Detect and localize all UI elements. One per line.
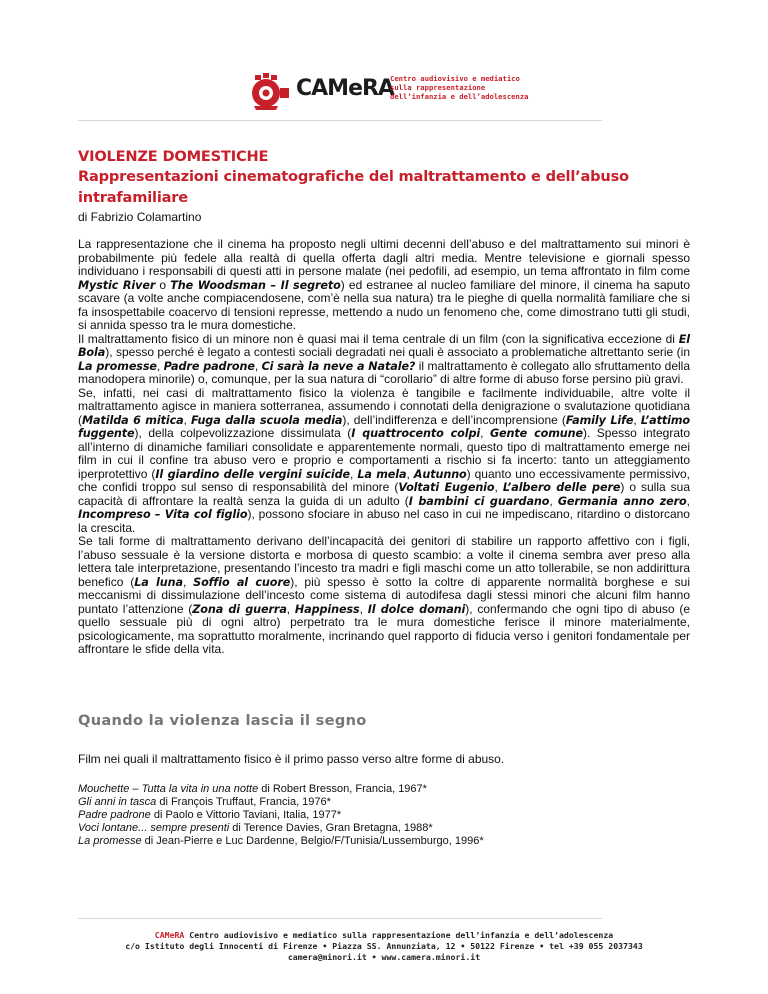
- film-list-item: [78, 835, 484, 848]
- film-title-reference: Incompreso – Vita col figlio: [78, 508, 248, 521]
- paragraph-text: ). Spesso integrato all’interno di dinamiche familiari consolidate e apparentemente normali, questo tipo di maltrattamento emerge nei film in cui il confine tra abuso vero e proprio e comportamenti a rischio si fa incerto: tanto un atteggiamento iperprotettivo (: [78, 426, 691, 481]
- film-title-reference: Zona di guerra: [192, 602, 287, 616]
- camera-logo-icon: [250, 72, 294, 112]
- film-title-reference: El Bola: [78, 332, 690, 359]
- paragraph-text: ,: [183, 412, 191, 427]
- footer-address: c/o Istituto degli Innocenti di Firenze • Piazza SS. Annunziata, 12 • 50122 Firenze • tel +39 055 2037343: [125, 941, 643, 951]
- film-title-reference: Ci sarà la neve a Natale?: [261, 359, 416, 373]
- film-title-reference: Gente comune: [489, 427, 583, 440]
- paragraph-text: il maltrattamento è collegato allo sfruttamento della manodopera minorile) o, comunque, per la sua natura di “corollario” di altre forme di abuso forse persino più gravi.: [78, 358, 690, 386]
- paragraph-text: ), possono sfociare in abuso nel caso in cui ne impediscano, ritardino o distorcano la crescita.: [78, 507, 690, 535]
- film-title-reference: La mela: [357, 467, 407, 481]
- paragraph-text: ,: [406, 466, 414, 481]
- paragraph-text: ), confermando che ogni tipo di abuso (e quello sessuale più di ogni altro) perpetrato tra le mura domestiche ferisce il minore materialmente, psicologicamente, ma soprattutto moralmente, incrinando quel rapporto di fiducia verso i genitori fondamentale per affrontare le sfide della vita.: [78, 601, 690, 656]
- film-title-reference: Fuga dalla scuola media: [190, 413, 343, 427]
- film-title: Padre padrone: [78, 809, 151, 821]
- logo-tagline: Centro audiovisivo e mediatico sulla rappresentazione dell’infanzia e dell’adolescenza: [390, 74, 529, 101]
- film-title-reference: Soffio al cuore: [193, 575, 291, 589]
- paragraph-text: ,: [494, 480, 503, 494]
- paragraph-text: ,: [182, 574, 194, 589]
- film-title-reference: The Woodsman – Il segreto: [170, 278, 341, 292]
- footer-contacts: camera@minori.it • www.camera.minori.it: [287, 952, 481, 962]
- film-details: di Paolo e Vittorio Taviani, Italia, 1977*: [150, 809, 342, 821]
- film-title: Gli anni in tasca: [78, 796, 157, 808]
- paragraph-text: Se tali forme di maltrattamento derivano dell’incapacità dei genitori di stabilire un rapporto affettivo con i figli, l’abuso sessuale è la versione distorta e morbosa di questo scambio: a volte il cinema sembra aver preso alla lettera tale interpretazione, presentando l’incesto tra madri e figli maschi come un atto tollerabile, se non addirittura benefico (: [78, 534, 690, 589]
- film-details: di Robert Bresson, Francia, 1967*: [258, 783, 427, 795]
- film-title-reference: Autunno: [413, 467, 467, 481]
- paragraph-text: ) ed estranee al nucleo familiare del minore, il cinema ha saputo scavare (a volte anche compiacendosene, com’è nella sua natura) tra le pieghe di quella normalità familiare che si fa insospettabile coacervo di tensioni represse, mettendo a nudo un fenomeno che, come dimostrano tutti gli studi, si annida spesso tra le mura domestiche.: [78, 277, 690, 332]
- article-title: VIOLENZE DOMESTICHE: [78, 148, 269, 165]
- film-title-reference: Padre padrone: [163, 359, 255, 373]
- film-title-reference: Voltati Eugenio: [398, 481, 495, 494]
- section-title: Quando la violenza lascia il segno: [78, 712, 367, 729]
- film-title-reference: L’attimo fuggente: [78, 413, 690, 440]
- article-paragraph: [78, 387, 690, 536]
- paragraph-text: ,: [286, 601, 295, 616]
- film-title-reference: I quattrocento colpi: [351, 427, 481, 440]
- paragraph-text: ), dell’indifferenza e dell’incomprensione (: [342, 412, 566, 427]
- paragraph-text: ,: [549, 493, 558, 508]
- film-title-reference: Germania anno zero: [557, 494, 687, 508]
- film-title-reference: Family Life: [565, 413, 634, 427]
- film-title-reference: L’albero delle pere: [502, 481, 621, 494]
- paragraph-text: ,: [359, 601, 368, 616]
- film-list-item: [78, 796, 484, 809]
- film-details: di Terence Davies, Gran Bretagna, 1988*: [229, 822, 433, 834]
- paragraph-text: ) o sulla sua capacità di affrontare la realtà senza la guida di un adulto (: [78, 480, 690, 508]
- film-title-reference: Happiness: [294, 602, 360, 616]
- paragraph-text: ,: [480, 426, 490, 440]
- paragraph-text: ,: [686, 493, 690, 508]
- film-title-reference: La luna: [134, 575, 183, 589]
- paragraph-text: Se, infatti, nei casi di maltrattamento fisico la violenza è tangibile e facilmente individuabile, altre volte il maltrattamento agisce in maniera sotterranea, assumendo i connotati della denigrazione o svalutazione quotidiana (: [78, 385, 690, 427]
- article-paragraph: [78, 535, 690, 657]
- film-title-reference: I bambini ci guardano: [408, 494, 550, 508]
- footer-line-1: CAMeRA Centro audiovisivo e mediatico sulla rappresentazione dell’infanzia e dell’adolescenza: [154, 930, 614, 940]
- logo-wordmark: CAMeRA: [296, 76, 394, 101]
- film-title-reference: La promesse: [78, 359, 157, 373]
- film-title-reference: Il dolce domani: [367, 602, 466, 616]
- paragraph-text: Il maltrattamento fisico di un minore non è quasi mai il tema centrale di un film (con la significativa eccezione di: [78, 331, 679, 346]
- film-title: Mouchette – Tutta la vita in una notte: [78, 783, 259, 795]
- footer-brand: CAMeRA: [154, 930, 185, 940]
- paragraph-text: ,: [350, 466, 358, 481]
- film-details: di Jean-Pierre e Luc Dardenne, Belgio/F/Tunisia/Lussemburgo, 1996*: [141, 835, 484, 847]
- article-body: [78, 238, 690, 657]
- paragraph-text: ,: [633, 412, 641, 427]
- article-paragraph: [78, 238, 690, 333]
- film-list-item: [78, 822, 484, 835]
- film-list-item: [78, 783, 484, 796]
- paragraph-text: ), più spesso è sotto la coltre di apparente normalità borghese e sui meccanismi di dissimulazione dell’incesto come sistema di autodifesa dagli stessi minori che alcuni film hanno puntato l’attenzione (: [78, 574, 691, 616]
- paragraph-text: La rappresentazione che il cinema ha proposto negli ultimi decenni dell’abuso e del maltrattamento sui minori è probabilmente più fedele alla realtà di quella offerta dagli altri media. Mentre televisione e giornali spesso individuano i responsabili di questi atti in persone malate (nei pedofili, ad esempio, un tema affrontato in film come: [78, 237, 690, 278]
- header-divider: [78, 120, 602, 121]
- paragraph-text: o: [155, 277, 171, 292]
- article-subtitle: Rappresentazioni cinematografiche del maltrattamento e dell’abuso intrafamiliare: [78, 168, 629, 206]
- film-details: di François Truffaut, Francia, 1976*: [156, 796, 331, 808]
- film-title-reference: Il giardino delle vergini suicide: [155, 467, 351, 481]
- film-title-reference: Mystic River: [78, 278, 156, 292]
- paragraph-text: ) quanto uno eccessivamente permissivo, che confidi troppo sul senso di responsabilità del minore (: [78, 466, 690, 494]
- footer-divider: [78, 918, 602, 919]
- article-paragraph: [78, 333, 690, 387]
- paragraph-text: ), spesso perché è legato a contesti sociali degradati nei quali è associato a problematiche altrettanto serie (in: [105, 345, 690, 359]
- paragraph-text: ), della colpevolizzazione dissimulata (: [134, 426, 352, 440]
- section-intro: Film nei quali il maltrattamento fisico è il primo passo verso altre forme di abuso.: [78, 752, 505, 766]
- film-list-item: [78, 809, 484, 822]
- header: [250, 70, 550, 120]
- film-list: [78, 783, 484, 848]
- paragraph-text: ,: [156, 358, 164, 373]
- film-title: Voci lontane... sempre presenti: [78, 822, 230, 834]
- film-title-reference: Matilda 6 mitica: [82, 413, 184, 427]
- paragraph-text: ,: [254, 358, 262, 373]
- film-title: La promesse: [78, 835, 142, 847]
- article-author: di Fabrizio Colamartino: [78, 210, 202, 224]
- footer: [78, 930, 690, 963]
